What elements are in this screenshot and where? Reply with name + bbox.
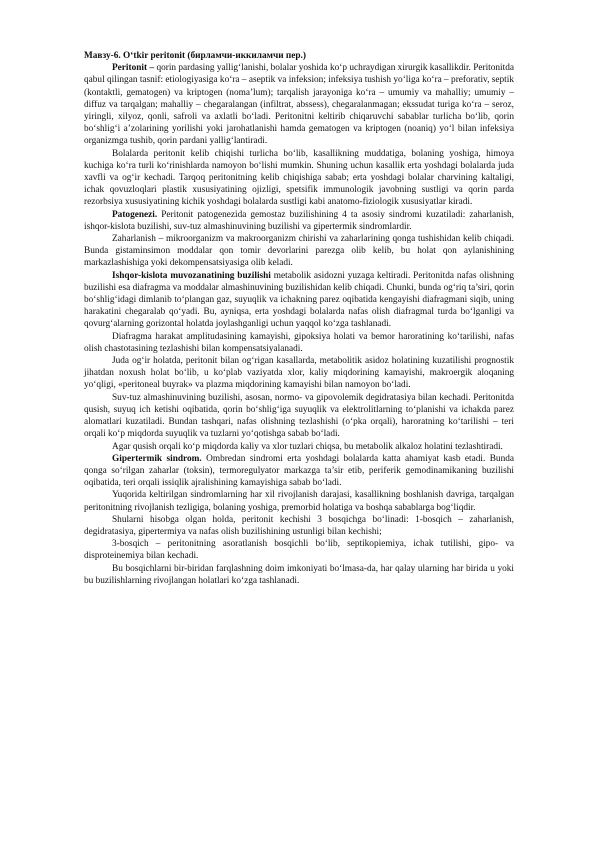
- paragraph-text: Shularni hisobga olgan holda, peritonit kechishi 3 bosqichga bo‘linadi: 1-bosqich – zaharlanish, degidratasiya, gipertermiya va nafas olish buzilishining ustunligi bilan kechishi;: [84, 514, 514, 537]
- paragraph-lead: Gipertermik sindrom.: [112, 453, 202, 464]
- paragraph: [84, 392, 514, 441]
- paragraph: [84, 514, 514, 538]
- paragraph-text: Yuqorida keltirilgan sindromlarning har xil rivojlanish darajasi, kasallikning boshlanish davriga, tarqalgan peritonitning rivojlanish tezligiga, bolaning yoshiga, premorbid holatiga va boshqa sabablarga bog‘liqdir.: [84, 490, 514, 513]
- paragraph: [84, 563, 514, 587]
- document-page: [84, 50, 514, 587]
- paragraph-text: Bolalarda peritonit kelib chiqishi turlicha bo‘lib, kasallikning muddatiga, bolaning yoshiga, himoya kuchiga ko‘ra turli ko‘rinishlarda namoyon bo‘lishi mumkin. Shuning uchun kasallik erta yoshdagi bolalarda juda xavfli va og‘ir kechadi. Tarqoq peritonitning kelib chiqishiga sabab; erta yoshdagi bolalar charvining kaltaligi, ichak qovuzloqlari plastik xususiyatining ojizligi, spetsifik immunologik javobning sustligi va qorin parda rezorbsiya xususiyatining kichik yoshdagi bolalarda sustligi kabi anatomo-fiziologik xususiyatlar kiradi.: [84, 148, 514, 208]
- paragraph: [84, 209, 514, 233]
- paragraph-text: 3-bosqich – peritonitning asoratlanish bosqichli bo‘lib, septikopiemiya, ichak tutilishi, gipo- va disproteinemiya bilan kechadi.: [84, 539, 514, 562]
- paragraph-text: Suv-tuz almashinuvining buzilishi, asosan, normo- va gipovolemik degidratasiya bilan kechadi. Peritonitda qusish, suyuq ich ketishi oqibatida, qorin bo‘shlig‘iga suyuqlik va elektrolitlarning to‘planishi va ichakda parez alomatlari kuzatiladi. Bundan tashqari, nafas olishning tezlashishi (o‘pka orqali), haroratning ko‘tarilishi – teri orqali ko‘p miqdorda suyuqlik va tuzlarni yo‘qotishga sabab bo‘ladi.: [84, 392, 514, 440]
- paragraph-lead: Patogenezi.: [112, 209, 158, 220]
- paragraph-text: Zaharlanish – mikroorganizm va makroorganizm chirishi va zaharlarining qonga tushishidan kelib chiqadi. Bunda gistaminsimon moddalar qon tomir devorlarini parezga olib kelib, bu holat qon aylanishining markazlashishiga yoki dekompensatsiyasiga olib keladi.: [84, 234, 514, 269]
- paragraph: [84, 538, 514, 562]
- page-title: Мавзу-6. O‘tkir peritonit (бирламчи-иккиламчи пер.): [84, 51, 306, 61]
- paragraph-text: Diafragma harakat amplitudasining kamayishi, gipoksiya holati va bemor haroratining ko‘tarilishi, nafas olish chastotasining tezlashishi bilan kompensatsiyalanadi.: [84, 331, 514, 354]
- paragraph: [84, 355, 514, 392]
- paragraph-lead: Peritonit –: [112, 63, 155, 74]
- paragraph: [84, 489, 514, 513]
- paragraph-text: Ombredan sindromi erta yoshdagi bolalarda katta ahamiyat kasb etadi. Bunda qonga so‘rilgan zaharlar (toksin), termoregulyator markazga ta’sir etib, periferik gemodinamikaning buzilishi oqibatida, teri orqali issiqlik ajralishining kamayishiga sabab bo‘ladi.: [84, 453, 514, 489]
- paragraph: [84, 148, 514, 209]
- paragraph: [84, 62, 514, 147]
- paragraph-lead: Ishqor-kislota muvozanatining buzilishi: [112, 270, 271, 281]
- document-body: [84, 62, 514, 587]
- paragraph-text: Peritonit patogenezida gemostaz buzilishining 4 ta asosiy sindromi kuzatiladi: zaharlanish, ishqor-kislota buzilishi, suv-tuz almashinuvining buzilishi va gipertermik sindromlardir.: [84, 209, 514, 232]
- paragraph-text: metabolik asidozni yuzaga keltiradi. Peritonitda nafas olishning buzilishi esa diafragma va moddalar almashinuvining buzilishidan kelib chiqadi. Chunki, bunda og‘riq ta’siri, qorin bo‘shlig‘idagi dimlanib to‘plangan gaz, suyuqlik va ichakning parez oqibatida kengayishi diafragmani siqib, uning harakatini chegaralab qo‘yadi. Bu, ayniqsa, erta yoshdagi bolalarda nafas olish diafragmal turda bo‘lganligi va qovurg‘alarning gorizontal holatda joylashganligi uchun yaqqol ko‘zga tashlanadi.: [84, 270, 515, 330]
- paragraph-text: qorin pardasing yallig‘lanishi, bolalar yoshida ko‘p uchraydigan xirurgik kasallikdir. Peritonitda qabul qilingan tasnif: etiologiyasiga ko‘ra – aseptik va infeksion; infeksiya tushish yo‘liga ko‘ra – preforativ, septik (kontaktli, gematogen) va kriptogen (noma’lum); tarqalish jarayoniga ko‘ra – umumiy va mahalliy; umumiy – diffuz va tarqalgan; mahalliy – chegaralangan (infiltrat, abssess), chegaralanmagan; ekssudat turiga ko‘ra – seroz, yiringli, xilyoz, qonli, safroli va axlatli bo‘ladi. Peritonitni keltirib chiqaruvchi sabablar turlicha bo‘lib, qorin bo‘shlig‘i a’zolarining yorilishi yoki jarohatlanishi hamda gematogen va kriptogen (noaniq) yo‘l bilan infeksiya organizmga tushib, qorin pardani yallig‘lantiradi.: [84, 63, 514, 147]
- paragraph-text: Juda og‘ir holatda, peritonit bilan og‘rigan kasallarda, metabolitik asidoz holatining kuzatilishi prognostik jihatdan noxush holat bo‘lib, u ko‘plab vaziyatda xlor, kaliy miqdorining kamayishi, makroergik aloqaning yo‘qligi, «peritoneal buyrak» va plazma miqdorining kamayishi bilan namoyon bo‘ladi.: [84, 356, 514, 391]
- paragraph-text: Agar qusish orqali ko‘p miqdorda kaliy va xlor tuzlari chiqsa, bu metabolik alkaloz holatini tezlashtiradi.: [112, 441, 503, 452]
- paragraph: [84, 331, 514, 355]
- paragraph: [84, 233, 514, 270]
- paragraph: [84, 270, 514, 331]
- paragraph: [84, 441, 514, 453]
- paragraph-text: Bu bosqichlarni bir-biridan farqlashning doim imkoniyati bo‘lmasa-da, har qalay ularning har birida u yoki bu buzilishlarning rivojlangan holatlari ko‘zga tashlanadi.: [84, 563, 514, 586]
- paragraph: [84, 453, 514, 490]
